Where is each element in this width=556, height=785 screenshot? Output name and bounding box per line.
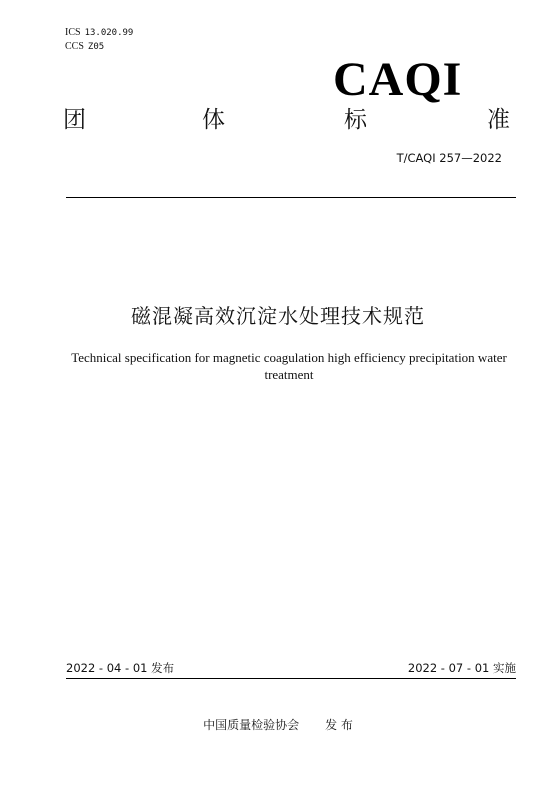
title-chinese: 磁混凝高效沉淀水处理技术规范 xyxy=(131,304,425,328)
ccs-classification xyxy=(65,40,104,54)
header-divider xyxy=(66,197,516,198)
issuer-organization: 中国质量检验协会 xyxy=(203,718,300,732)
title-english: Technical specification for magnetic coagulation high efficiency precipitation water treatment xyxy=(71,350,507,382)
standard-type-char-4: 准 xyxy=(487,107,510,133)
issuer-line xyxy=(0,717,556,733)
ccs-code: Z05 xyxy=(87,42,105,52)
standard-type-char-2: 体 xyxy=(202,107,225,133)
issuer-action: 发 布 xyxy=(325,718,353,732)
standard-type-char-1: 团 xyxy=(63,107,86,133)
implementation-date: 2022 - 07 - 01 实施 xyxy=(407,661,516,675)
ics-label: ICS xyxy=(65,27,81,38)
standard-type-char-3: 标 xyxy=(344,107,367,133)
caqi-logo: CAQI xyxy=(333,53,463,106)
ics-code: 13.020.99 xyxy=(84,28,134,38)
footer-divider xyxy=(66,678,516,679)
ccs-label: CCS xyxy=(65,41,84,52)
standard-number: T/CAQI 257—2022 xyxy=(396,151,502,165)
issue-date: 2022 - 04 - 01 发布 xyxy=(66,661,175,675)
ics-classification xyxy=(65,26,133,40)
